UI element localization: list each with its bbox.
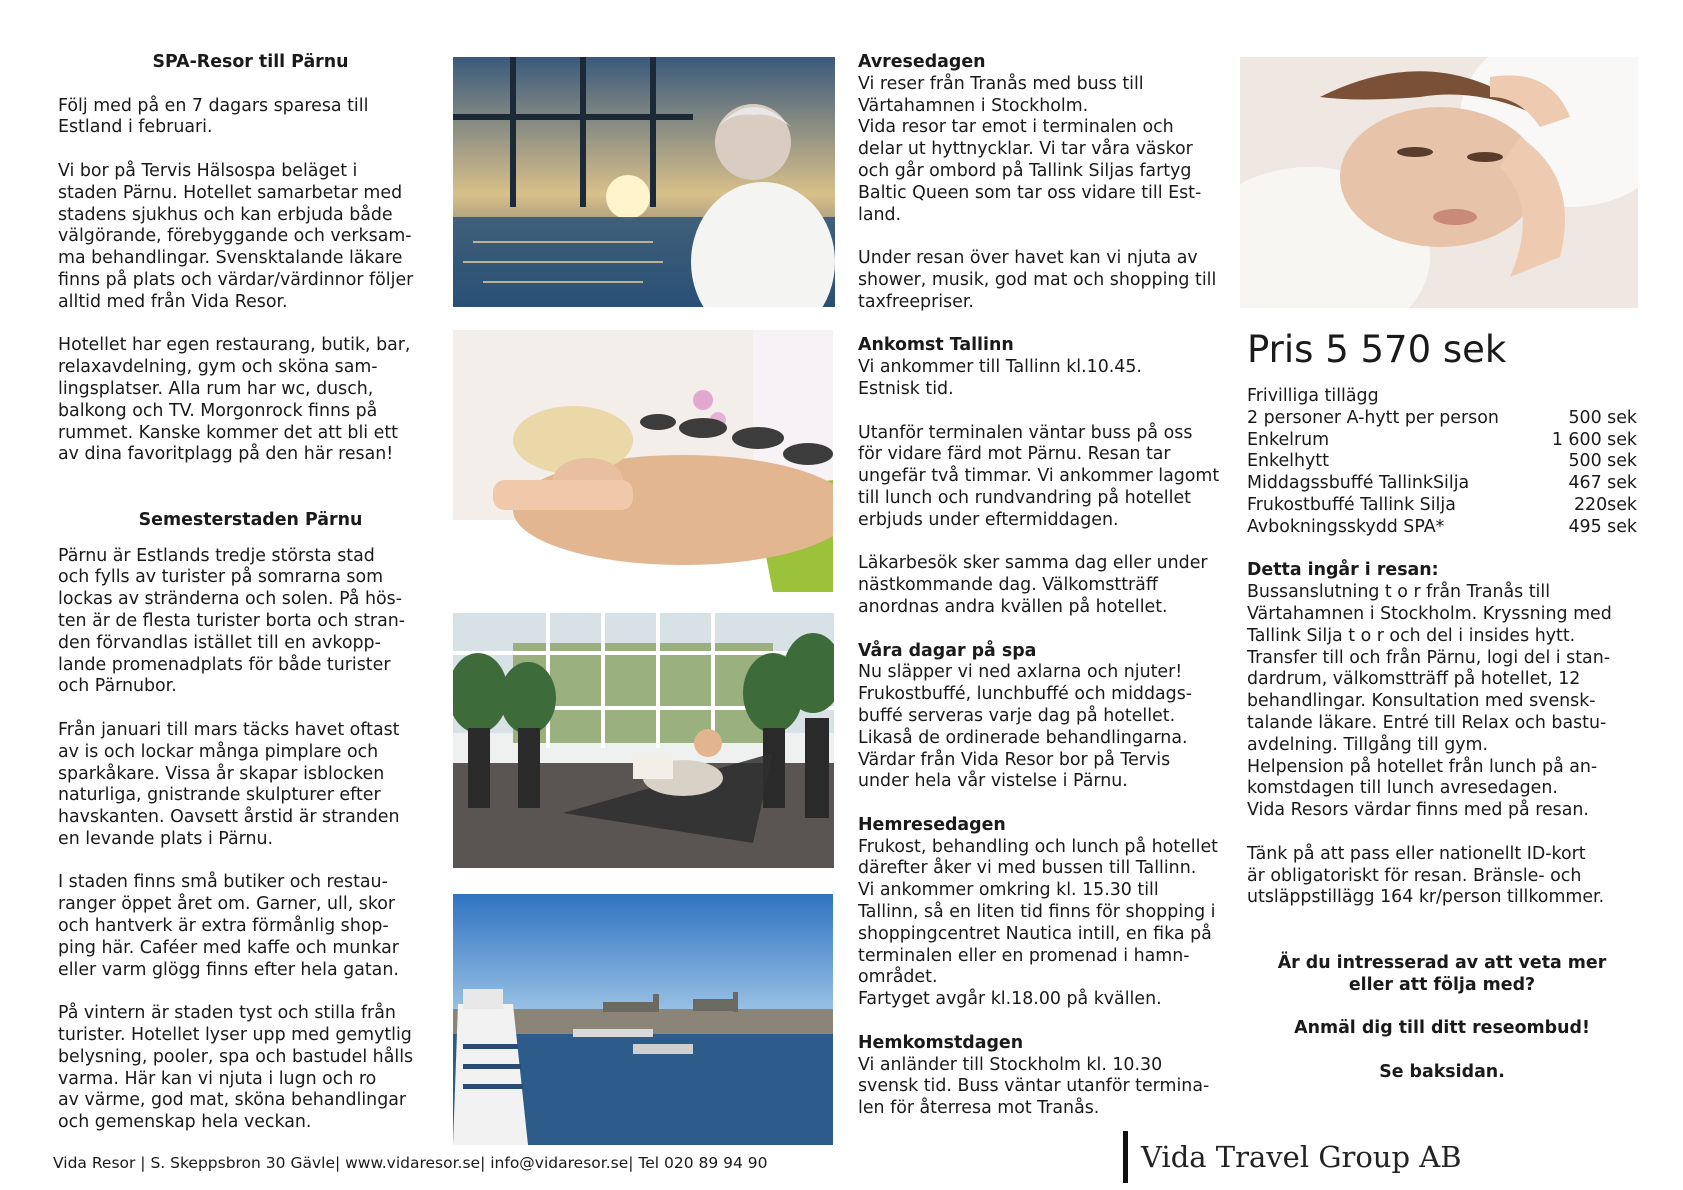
intro-column [58, 52, 443, 1134]
itinerary-column [858, 52, 1238, 1120]
id-note-paragraph: Tänk på att pass eller nationellt ID-kort är obligatoriskt för resan. Bränsle- och utsläppstillägg 164 kr/person tillkommer. [1247, 843, 1605, 908]
extra-value: 467 sek [1568, 473, 1637, 494]
hotel-paragraph: Vi bor på Tervis Hälsospa beläget i staden Pärnu. Hotellet samarbetar med stadens sjukhus och kan erbjuda både välgörande, förebyggande och verksam- ma behandlingar. Svensktalande läkare finns på plats och värdar/värdinnor följer alltid med från Vida Resor. [58, 160, 414, 312]
extra-value: 500 sek [1568, 407, 1637, 428]
extra-row [1247, 430, 1637, 452]
cta-see-back: Se baksidan. [1379, 1061, 1505, 1082]
heading-spa-days: Våra dagar på spa [858, 640, 1037, 661]
included-title: Detta ingår i resan: [1247, 560, 1439, 581]
extra-value: 220sek [1573, 494, 1637, 515]
hot-stone-massage-photo [453, 330, 833, 592]
extras-title: Frivilliga tillägg [1247, 386, 1379, 406]
doctor-visit-paragraph: Läkarbesök sker samma dag eller under nästkommande dag. Välkomstträff anordnas andra kvällen på hotellet. [858, 553, 1208, 617]
company-logo: Vida Travel Group AB [1141, 1140, 1462, 1174]
shopping-paragraph: I staden finns små butiker och restau- ranger öppet året om. Garner, ull, skor och hantverk är extra förmånlig shop- ping här. Caféer med kaffe och munkar eller varm glögg finns efter hela gatan. [58, 872, 399, 980]
extra-value: 1 600 sek [1551, 429, 1637, 450]
facilities-paragraph: Hotellet har egen restaurang, butik, bar, relaxavdelning, gym och sköna sam- lingsplatser. Alla rum har wc, dusch, balkong och TV. Morgonrock finns på rummet. Kanske kommer det att bli ett av dina favoritplagg på den här resan! [58, 335, 411, 465]
extra-value: 495 sek [1568, 516, 1637, 537]
section-title-spa: SPA-Resor till Pärnu [152, 52, 349, 72]
bus-transfer-paragraph: Utanför terminalen väntar buss på oss för vidare färd mot Pärnu. Resan tar ungefär två timmar. Vi ankommer lagomt till lunch och rundvandring på hotellet erbjuds under eftermiddagen. [858, 422, 1220, 530]
intro-paragraph: Följ med på en 7 dagars sparesa till Estland i februari. [58, 95, 369, 138]
extra-row [1247, 451, 1637, 473]
extra-label: Enkelrum [1247, 429, 1330, 450]
included-paragraph: Bussanslutning t o r från Tranås till Värtahamnen i Stockholm. Kryssning med Tallink Silja t o r och del i insides hytt. Transfer till och från Pärnu, logi del i stan- dardrum, välkomstträff på hotellet, 12 behandlingar. Konsultation med svensk- talande läkare. Entré till Relax och bastu- avdelning. Tillgång till gym. Helpension på hotellet från lunch på an- komstdagen till lunch avresedagen. Vida Resors värdar finns med på resan. [1247, 582, 1612, 821]
extra-label: Middagssbuffé TallinkSilja [1247, 473, 1470, 494]
extra-row [1247, 408, 1637, 430]
extra-row [1247, 517, 1637, 539]
section-title-parnu: Semesterstaden Pärnu [138, 509, 363, 530]
homecoming-paragraph: Vi anländer till Stockholm kl. 10.30 svensk tid. Buss väntar utanför termina- len för återresa mot Tranås. [858, 1054, 1210, 1119]
heading-arrival-tallinn: Ankomst Tallinn [858, 335, 1014, 356]
extra-row [1247, 495, 1637, 517]
ferry-paragraph: Under resan över havet kan vi njuta av shower, musik, god mat och shopping till taxfreepriser. [858, 248, 1217, 312]
extra-label: Avbokningsskydd SPA* [1247, 516, 1445, 537]
departure-paragraph: Vi reser från Tranås med buss till Värtahamnen i Stockholm. Vida resor tar emot i terminalen och delar ut hyttnycklar. Vi tar våra väskor och går ombord på Tallink Siljas fartyg Baltic Queen som tar oss vidare till Est- land. [858, 73, 1202, 225]
cta-register: Anmäl dig till ditt reseombud! [1294, 1018, 1590, 1039]
cta-question: Är du intresserad av att veta mer eller att följa med? [1277, 952, 1607, 995]
facial-treatment-photo [1240, 57, 1638, 308]
extra-label: Frukostbuffé Tallink Silja [1247, 494, 1456, 515]
heading-departure-day: Avresedagen [858, 52, 986, 72]
price-heading: Pris 5 570 sek [1247, 328, 1507, 371]
extra-value: 500 sek [1568, 451, 1637, 472]
relax-lounge-photo [453, 613, 834, 868]
contact-footer: Vida Resor | S. Skeppsbron 30 Gävle| www.vidaresor.se| info@vidaresor.se| Tel 020 89 94 90 [53, 1154, 768, 1172]
logo-bar [1123, 1131, 1128, 1183]
price-column [1247, 328, 1637, 1084]
spa-days-paragraph: Nu släpper vi ned axlarna och njuter! Frukostbuffé, lunchbuffé och middags- buffé serveras varje dag på hotellet. Likaså de ordinerade behandlingarna. Värdar från Vida Resor bor på Tervis under hela vår vistelse i Pärnu. [858, 662, 1193, 792]
heading-homecoming-day: Hemkomstdagen [858, 1032, 1024, 1053]
tallinn-harbor-photo [453, 894, 833, 1145]
return-day-paragraph: Frukost, behandling och lunch på hotellet därefter åker vi med bussen till Tallinn. Vi ankommer omkring kl. 15.30 till Tallinn, så en liten tid finns för shopping i shoppingcentret Nautica intill, en fika på terminalen eller en promenad i hamn- området. Fartyget avgår kl.18.00 på kvällen. [858, 836, 1218, 1010]
arrival-paragraph: Vi ankommer till Tallinn kl.10.45. Estnisk tid. [858, 357, 1142, 399]
parnu-paragraph: Pärnu är Estlands tredje största stad och fylls av turister på somrarna som lockas av stränderna och solen. På hös- ten är de flesta turister borta och stran- den förvandlas istället till en avkopp- lande promenadplats för både turister och Pärnubor. [58, 545, 406, 697]
winter-sea-paragraph: Från januari till mars täcks havet oftast av is och lockar många pimplare och sparkåkare. Vissa år skapar isblocken naturliga, gnistrande skulpturer efter havskanten. Oavsett årstid är stranden en levande plats i Pärnu. [58, 719, 400, 849]
extra-label: 2 personer A-hytt per person [1247, 407, 1499, 428]
extra-label: Enkelhytt [1247, 451, 1329, 472]
winter-paragraph: På vintern är staden tyst och stilla från turister. Hotellet lyser upp med gemytlig belysning, pooler, spa och bastudel hålls varma. Här kan vi njuta i lugn och ro av värme, god mat, sköna behandlingar och gemenskap hela veckan. [58, 1003, 414, 1133]
pool-photo [453, 57, 835, 307]
heading-return-day: Hemresedagen [858, 814, 1006, 835]
extra-row [1247, 473, 1637, 495]
